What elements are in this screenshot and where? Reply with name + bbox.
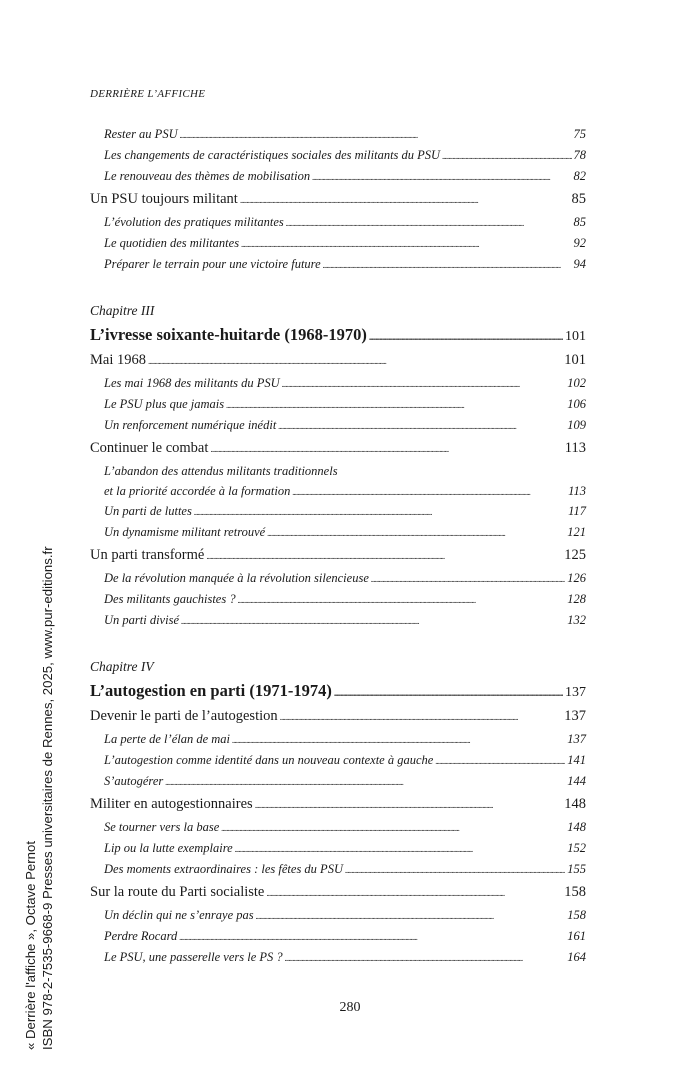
chapter-title-text: L’autogestion en parti (1971-1974) bbox=[90, 681, 332, 700]
leader-dots bbox=[235, 838, 566, 860]
toc-section[interactable] bbox=[90, 187, 586, 212]
leader-dots bbox=[282, 373, 566, 395]
toc-entry[interactable] bbox=[90, 233, 586, 254]
toc-entry-page: 102 bbox=[567, 376, 586, 390]
leader-dots bbox=[345, 859, 565, 881]
leader-dots bbox=[238, 589, 566, 611]
toc-entry-page: 94 bbox=[573, 257, 586, 271]
toc-entry[interactable] bbox=[90, 947, 586, 968]
leader-dots bbox=[180, 124, 572, 146]
toc-entry-page: 158 bbox=[567, 908, 586, 922]
table-of-contents bbox=[90, 124, 586, 968]
toc-entry[interactable] bbox=[90, 373, 586, 394]
chapter-page: 101 bbox=[565, 329, 586, 344]
toc-section-title: Sur la route du Parti socialiste bbox=[90, 884, 265, 900]
toc-entry[interactable] bbox=[90, 905, 586, 926]
toc-section[interactable] bbox=[90, 436, 586, 461]
toc-entry-title: Le PSU, une passerelle vers le PS ? bbox=[104, 950, 283, 964]
leader-dots bbox=[371, 568, 565, 590]
page-number: 280 bbox=[339, 1000, 361, 1015]
toc-entry-two-line[interactable] bbox=[90, 461, 586, 501]
toc-entry-page: 152 bbox=[567, 841, 586, 855]
copyright-side-note bbox=[22, 546, 56, 1050]
leader-dots bbox=[181, 610, 565, 632]
toc-entry-page: 92 bbox=[573, 236, 586, 250]
leader-dots bbox=[210, 436, 562, 462]
toc-section-title: Militer en autogestionnaires bbox=[90, 796, 253, 812]
chapter-label: Chapitre III bbox=[90, 303, 155, 318]
leader-dots bbox=[221, 817, 565, 839]
toc-entry[interactable] bbox=[90, 750, 586, 771]
leader-dots bbox=[194, 501, 566, 523]
toc-entry[interactable] bbox=[90, 166, 586, 187]
toc-entry[interactable] bbox=[90, 589, 586, 610]
toc-entry-page: 126 bbox=[567, 571, 586, 585]
side-note-line2: ISBN 978-2-7535-9668-9 Presses universitaires de Rennes, 2025, www.pur-editions.fr bbox=[40, 546, 55, 1050]
chapter-page: 137 bbox=[565, 685, 586, 700]
toc-entry[interactable] bbox=[90, 145, 586, 166]
toc-entry-page: 82 bbox=[573, 169, 586, 183]
leader-dots bbox=[266, 880, 562, 906]
toc-entry[interactable] bbox=[90, 254, 586, 275]
toc-entry-page: 144 bbox=[567, 774, 586, 788]
chapter-title[interactable] bbox=[90, 321, 586, 348]
toc-section[interactable] bbox=[90, 792, 586, 817]
side-note-line1: « Derrière l'affiche », Octave Pernot bbox=[23, 841, 38, 1050]
toc-entry[interactable] bbox=[90, 610, 586, 631]
toc-section-page: 101 bbox=[564, 352, 586, 368]
toc-entry-title: Préparer le terrain pour une victoire future bbox=[104, 257, 321, 271]
toc-entry[interactable] bbox=[90, 729, 586, 750]
leader-dots bbox=[369, 321, 563, 351]
toc-section[interactable] bbox=[90, 880, 586, 905]
toc-entry-page: 148 bbox=[567, 820, 586, 834]
leader-dots bbox=[280, 704, 563, 730]
leader-dots bbox=[241, 233, 571, 255]
toc-entry-title: Un dynamisme militant retrouvé bbox=[104, 525, 266, 539]
toc-entry-page: 117 bbox=[568, 504, 586, 518]
toc-entry[interactable] bbox=[90, 771, 586, 792]
toc-entry-title: L’évolution des pratiques militantes bbox=[104, 215, 284, 229]
toc-entry-page: 113 bbox=[568, 484, 586, 498]
toc-entry-title: Le quotidien des militantes bbox=[104, 236, 240, 250]
toc-section-page: 125 bbox=[564, 547, 586, 563]
leader-dots bbox=[442, 145, 571, 167]
toc-section-title: Mai 1968 bbox=[90, 352, 146, 368]
toc-section-title: Un parti transformé bbox=[90, 547, 205, 563]
toc-entry-page: 155 bbox=[567, 862, 586, 876]
toc-entry-title: S’autogérer bbox=[104, 774, 164, 788]
running-head: DERRIÈRE L’AFFICHE bbox=[90, 88, 206, 100]
leader-dots bbox=[334, 677, 563, 707]
toc-entry-title-line2: et la priorité accordée à la formation bbox=[104, 484, 291, 498]
toc-section-title: Devenir le parti de l’autogestion bbox=[90, 708, 278, 724]
toc-entry-page: 137 bbox=[567, 732, 586, 746]
toc-entry-page: 109 bbox=[567, 418, 586, 432]
leader-dots bbox=[256, 905, 566, 927]
toc-entry-page: 75 bbox=[573, 127, 586, 141]
toc-section[interactable] bbox=[90, 704, 586, 729]
toc-section-page: 158 bbox=[564, 884, 586, 900]
toc-entry-title: Des moments extraordinaires : les fêtes du PSU bbox=[104, 862, 343, 876]
leader-dots bbox=[255, 792, 563, 818]
toc-entry[interactable] bbox=[90, 838, 586, 859]
toc-entry[interactable] bbox=[90, 926, 586, 947]
toc-section[interactable] bbox=[90, 348, 586, 373]
leader-dots bbox=[286, 212, 572, 234]
toc-entry[interactable] bbox=[90, 124, 586, 145]
leader-dots bbox=[226, 394, 565, 416]
toc-section-page: 148 bbox=[564, 796, 586, 812]
toc-entry-title: Perdre Rocard bbox=[104, 929, 178, 943]
toc-section[interactable] bbox=[90, 543, 586, 568]
chapter-label: Chapitre IV bbox=[90, 659, 154, 674]
leader-dots bbox=[323, 254, 572, 276]
toc-entry-page: 164 bbox=[567, 950, 586, 964]
toc-entry-title: Le renouveau des thèmes de mobilisation bbox=[104, 169, 311, 183]
toc-entry[interactable] bbox=[90, 212, 586, 233]
leader-dots bbox=[292, 481, 566, 502]
toc-entry[interactable] bbox=[90, 817, 586, 838]
leader-dots bbox=[435, 750, 565, 772]
toc-entry-page: 128 bbox=[567, 592, 586, 606]
toc-entry-page: 132 bbox=[567, 613, 586, 627]
leader-dots bbox=[267, 522, 565, 544]
leader-dots bbox=[165, 771, 565, 793]
toc-entry-title: Lip ou la lutte exemplaire bbox=[104, 841, 233, 855]
toc-entry-title: Un déclin qui ne s’enraye pas bbox=[104, 908, 254, 922]
toc-entry-page: 106 bbox=[567, 397, 586, 411]
leader-dots bbox=[240, 187, 570, 213]
chapter-title-text: L’ivresse soixante-huitarde (1968-1970) bbox=[90, 325, 367, 344]
toc-entry[interactable] bbox=[90, 859, 586, 880]
toc-entry[interactable] bbox=[90, 394, 586, 415]
toc-entry-title: Rester au PSU bbox=[104, 127, 178, 141]
toc-entry-page: 141 bbox=[567, 753, 586, 767]
leader-dots bbox=[312, 166, 571, 188]
chapter-title[interactable] bbox=[90, 677, 586, 704]
leader-dots bbox=[232, 729, 565, 751]
toc-section-page: 137 bbox=[564, 708, 586, 724]
leader-dots bbox=[206, 543, 562, 569]
toc-entry-title: L’autogestion comme identité dans un nouveau contexte à gauche bbox=[104, 753, 434, 767]
toc-entry-page: 121 bbox=[567, 525, 586, 539]
leader-dots bbox=[148, 348, 562, 374]
toc-entry-title-line1: L’abandon des attendus militants traditionnels bbox=[104, 464, 338, 478]
toc-entry[interactable] bbox=[90, 568, 586, 589]
toc-entry-title: Les mai 1968 des militants du PSU bbox=[104, 376, 280, 390]
toc-entry-title: Un renforcement numérique inédit bbox=[104, 418, 277, 432]
toc-section-title: Continuer le combat bbox=[90, 440, 209, 456]
leader-dots bbox=[278, 415, 565, 437]
toc-entry-title: Un parti de luttes bbox=[104, 504, 192, 518]
leader-dots bbox=[179, 926, 565, 948]
toc-entry[interactable] bbox=[90, 415, 586, 436]
toc-section-page: 113 bbox=[564, 440, 586, 456]
toc-entry-title: La perte de l’élan de mai bbox=[104, 732, 231, 746]
toc-entry-page: 161 bbox=[567, 929, 586, 943]
toc-entry-title: Se tourner vers la base bbox=[104, 820, 220, 834]
toc-entry[interactable] bbox=[90, 522, 586, 543]
toc-entry-title: Les changements de caractéristiques sociales des militants du PSU bbox=[104, 148, 441, 162]
toc-entry[interactable] bbox=[90, 501, 586, 522]
toc-section-page: 85 bbox=[571, 191, 586, 207]
toc-entry-page: 78 bbox=[573, 148, 586, 162]
toc-entry-title: Un parti divisé bbox=[104, 613, 179, 627]
toc-entry-title: Des militants gauchistes ? bbox=[104, 592, 236, 606]
toc-entry-page: 85 bbox=[573, 215, 586, 229]
leader-dots bbox=[285, 947, 566, 969]
toc-entry-title: Le PSU plus que jamais bbox=[104, 397, 225, 411]
toc-entry-title: De la révolution manquée à la révolution silencieuse bbox=[104, 571, 369, 585]
toc-section-title: Un PSU toujours militant bbox=[90, 191, 238, 207]
